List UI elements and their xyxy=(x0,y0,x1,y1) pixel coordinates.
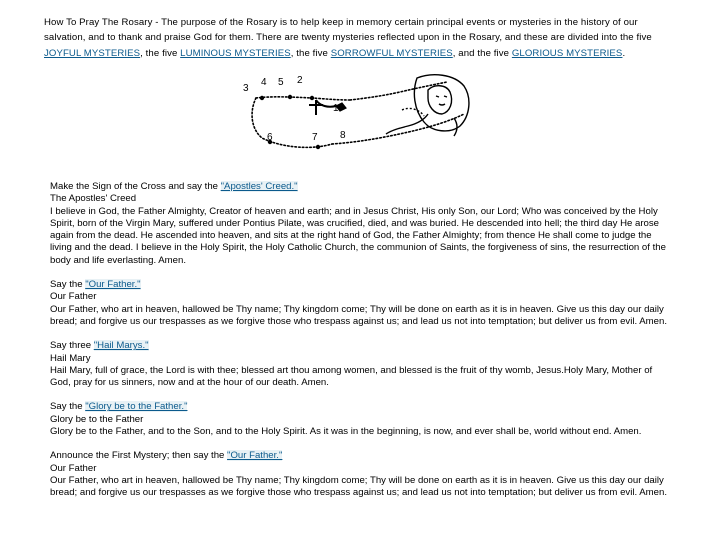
prayer-title: The Apostles' Creed xyxy=(50,193,137,205)
instruction-text: Say the xyxy=(50,401,86,413)
prayer-block-our-father xyxy=(50,279,670,328)
intro-text: How To Pray The Rosary - The purpose of the Rosary is to help keep in memory certain principal events or mysteries in the history of our salvation, and to thank and praise God for them. There are twenty mysteries reflected upon in the Rosary, and these are divided into the five xyxy=(44,17,652,44)
intro-separator: , the five xyxy=(290,47,331,59)
link-our-father-2[interactable]: "Our Father." xyxy=(227,450,283,462)
instruction-line xyxy=(50,181,670,193)
link-hail-marys[interactable]: "Hail Marys." xyxy=(93,340,149,352)
instruction-text: Announce the First Mystery; then say the xyxy=(50,450,228,462)
crucifix-icon xyxy=(309,100,336,115)
rosary-illustration xyxy=(232,70,477,160)
step-number: 4 xyxy=(261,77,267,88)
instruction-text: Make the Sign of the Cross and say the xyxy=(50,181,221,192)
intro-separator: , the five xyxy=(140,47,181,59)
intro-paragraph xyxy=(44,15,674,61)
link-luminous-mysteries[interactable]: LUMINOUS MYSTERIES xyxy=(180,47,291,59)
prayer-text: Hail Mary, full of grace, the Lord is with thee; blessed art thou among women, and blessed is the fruit of thy womb, Jesus.Holy Mary, Mother of God, pray for us sinners, now and at the hour of our death. Amen. xyxy=(50,364,653,389)
step-number: 5 xyxy=(278,77,284,88)
instruction-line xyxy=(50,401,670,413)
link-apostles-creed[interactable]: "Apostles' Creed." xyxy=(220,181,298,192)
bead xyxy=(260,96,264,100)
step-number: 7 xyxy=(312,132,318,143)
chain-upper-left xyxy=(256,97,350,100)
instruction-line xyxy=(50,340,670,352)
prayer-title: Hail Mary xyxy=(50,352,91,364)
instruction-line xyxy=(50,279,670,291)
step-number: 3 xyxy=(243,83,249,94)
instruction-text: Say the xyxy=(50,279,86,291)
intro-end: . xyxy=(622,47,626,59)
bead xyxy=(310,96,314,100)
step-number: 6 xyxy=(267,132,273,143)
chain-upper-right xyxy=(350,82,447,100)
prayer-text: Our Father, who art in heaven, hallowed be Thy name; Thy kingdom come; Thy will be done on earth as it is in heaven. Give us this day our daily bread; and forgive us our trespasses as we forgive those who trespass against us; and lead us not into temptation; but deliver us from evil. Amen. xyxy=(50,303,668,327)
rosary-diagram xyxy=(232,70,477,160)
bead xyxy=(316,145,320,149)
prayer-block-hail-mary xyxy=(50,340,670,389)
link-our-father[interactable]: "Our Father." xyxy=(85,279,141,291)
link-glorious-mysteries[interactable]: GLORIOUS MYSTERIES xyxy=(511,47,623,59)
prayer-list xyxy=(50,181,670,512)
prayer-text: Glory be to the Father, and to the Son, and to the Holy Spirit. As it was in the beginning, is now, and ever shall be, world without end. Amen. xyxy=(50,426,642,438)
link-sorrowful-mysteries[interactable]: SORROWFUL MYSTERIES xyxy=(330,47,453,59)
prayer-title: Our Father xyxy=(50,462,97,474)
link-joyful-mysteries[interactable]: JOYFUL MYSTERIES xyxy=(44,47,141,59)
prayer-block-first-mystery xyxy=(50,450,670,499)
step-number: 8 xyxy=(340,130,346,141)
prayer-block-apostles-creed xyxy=(50,181,670,267)
instruction-line xyxy=(50,450,670,462)
prayer-text: I believe in God, the Father Almighty, Creator of heaven and earth; and in Jesus Christ, His only Son, our Lord; Who was conceived by the Holy Spirit, born of the Virgin Mary, suffered under Pontius Pilate, was crucified, died, and was buried. He descended into hell; the third day He arose again from the dead. He ascended into heaven, and sits at the right hand of God, the Father Almighty; from thence He shall come to judge the living and the dead. I believe in the Holy Spirit, the Holy Catholic Church, the communion of Saints, the forgiveness of sins, the resurrection of the body and life everlasting. Amen. xyxy=(50,205,666,266)
prayer-title: Our Father xyxy=(50,291,97,303)
bead xyxy=(288,95,292,99)
step-number: 2 xyxy=(297,75,303,86)
step-number: 1 xyxy=(333,103,339,114)
intro-separator: , and the five xyxy=(452,47,512,59)
prayer-text: Our Father, who art in heaven, hallowed be Thy name; Thy kingdom come; Thy will be done on earth as it is in heaven. Give us this day our daily bread; and forgive us our trespasses as we forgive those who trespass against us; and lead us not into temptation; but deliver us from evil. Amen. xyxy=(50,474,668,499)
prayer-title: Glory be to the Father xyxy=(50,413,144,425)
prayer-block-glory-be xyxy=(50,401,670,438)
instruction-text: Say three xyxy=(50,340,94,352)
link-glory-be[interactable]: "Glory be to the Father." xyxy=(85,401,188,413)
